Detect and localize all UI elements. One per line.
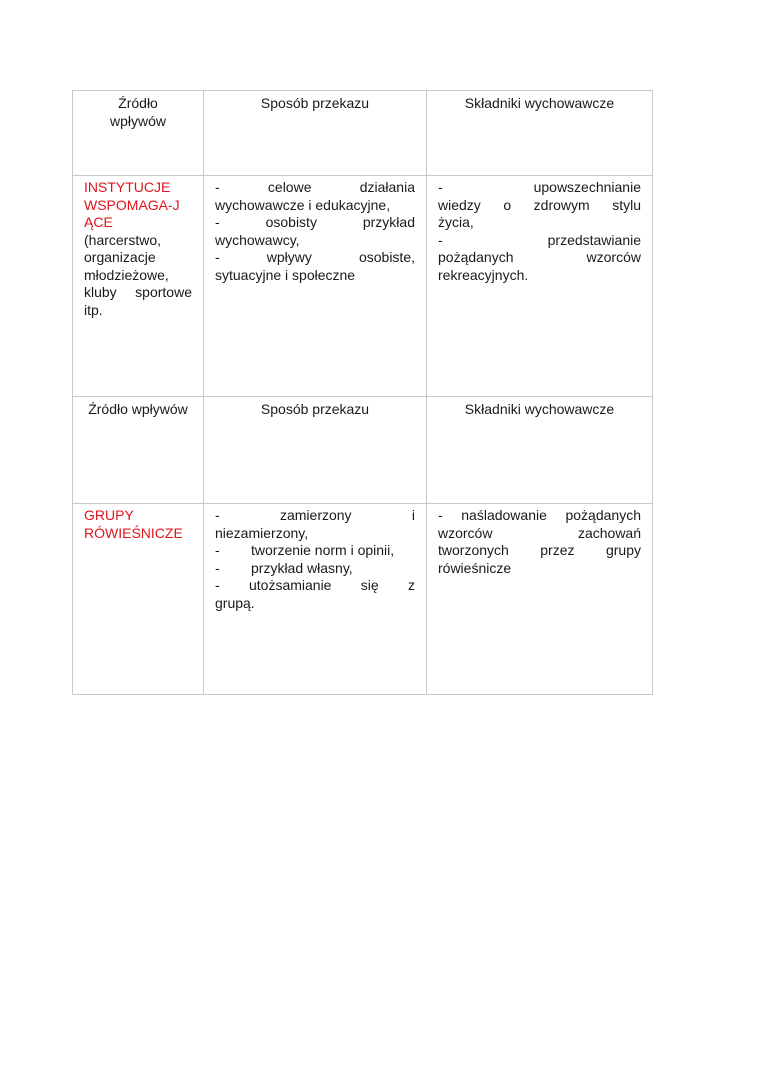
component-line: - upowszechnianie [438,179,641,195]
header-source: Źródło wpływów [73,91,204,176]
components-cell: - naśladowanie pożądanych wzorców zachowań tworzonych przez grupy rówieśnicze [427,504,653,695]
source-description: (harcerstwo, [84,231,162,248]
components-cell: - upowszechnianie wiedzy o zdrowym stylu życia, - przedstawianie pożądanych wzorców rekreacyjnych. [427,176,653,397]
component-line: - naśladowanie pożądanych [438,507,641,523]
table-row [73,504,653,695]
table-row [73,176,653,397]
method-line: - celowe działania [215,179,415,195]
table-header-row [73,91,653,176]
source-name: GRUPY [84,507,134,523]
table-header-row [73,397,653,504]
header-method: Sposób przekazu [204,397,427,504]
method-line: - zamierzony i [215,507,415,523]
header-method: Sposób przekazu [204,91,427,176]
source-cell: GRUPY RÓWIEŚNICZE [73,504,204,695]
header-components: Składniki wychowawcze [427,397,653,504]
method-cell: - celowe działania wychowawcze i edukacyjne, - osobisty przykład wychowawcy, - wpływy osobiste, sytuacyjne i społeczne [204,176,427,397]
method-cell: - zamierzony i niezamierzony, - tworzenie norm i opinii, - przykład własny, - utożsamianie się z grupą. [204,504,427,695]
header-source: Źródło wpływów [73,397,204,504]
header-components: Składniki wychowawcze [427,91,653,176]
source-cell: INSTYTUCJE WSPOMAGA-J ĄCE (harcerstwo, organizacje młodzieżowe, kluby sportowe itp. [73,176,204,397]
influence-table-peer-groups [72,396,653,695]
header-source-text: Źródło [118,95,158,111]
influence-table-institutions [72,90,653,397]
source-name: INSTYTUCJE [84,179,171,195]
